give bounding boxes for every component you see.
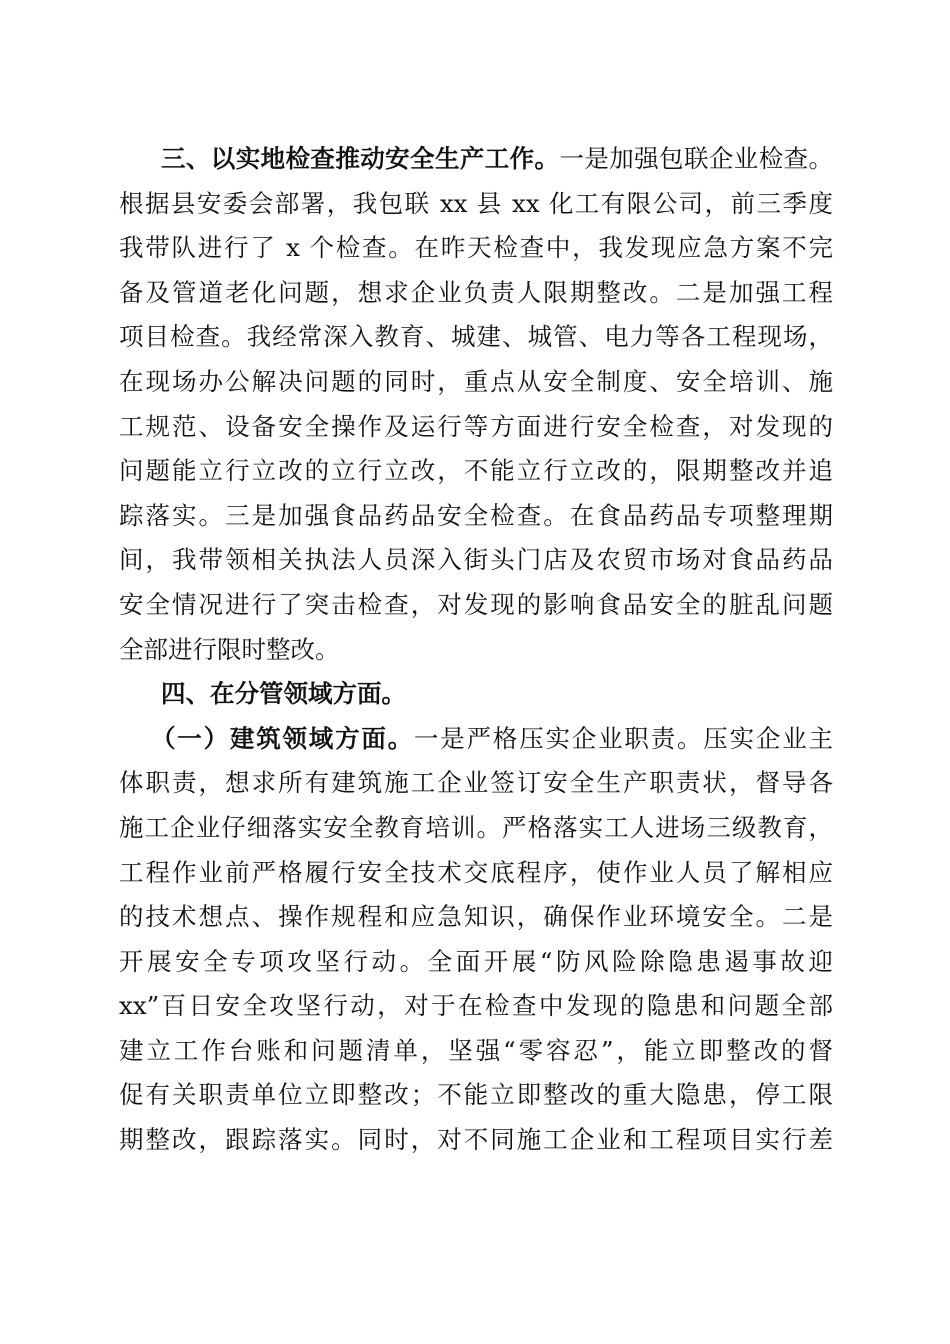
paragraph-line: 备及管道老化问题，想求企业负责人限期整改。二是加强工程 bbox=[119, 277, 833, 307]
paragraph-line: 安全情况进行了突击检查，对发现的影响食品安全的脏乱问题 bbox=[119, 589, 833, 619]
paragraph-line: 期整改，跟踪落实。同时，对不同施工企业和工程项目实行差 bbox=[119, 1125, 833, 1155]
subsection-heading: （一）建筑领域方面。 bbox=[151, 723, 414, 753]
section-heading: 四、在分管领域方面。 bbox=[161, 679, 406, 709]
paragraph-line: xx”百日安全攻坚行动，对于在检查中发现的隐患和问题全部 bbox=[119, 991, 833, 1021]
paragraph-line: 问题能立行立改的立行立改，不能立行立改的，限期整改并追 bbox=[119, 456, 833, 486]
paragraph-line: 工程作业前严格履行安全技术交底程序，使作业人员了解相应 bbox=[119, 857, 833, 887]
paragraph-line: 踪落实。三是加强食品药品安全检查。在食品药品专项整理期 bbox=[119, 500, 833, 530]
paragraph-line: 促有关职责单位立即整改；不能立即整改的重大隐患，停工限 bbox=[119, 1080, 833, 1110]
paragraph-line: 体职责，想求所有建筑施工企业签订安全生产职责状，督导各 bbox=[119, 768, 833, 798]
paragraph-line bbox=[119, 137, 833, 182]
paragraph-text: 一是严格压实企业职责。压实企业主 bbox=[414, 723, 833, 753]
paragraph-line: 开展安全专项攻坚行动。全面开展“防风险除隐患遏事故迎 bbox=[119, 946, 833, 976]
paragraph-line bbox=[119, 717, 833, 762]
paragraph-line: 在现场办公解决问题的同时，重点从安全制度、安全培训、施 bbox=[119, 366, 833, 396]
paragraph-line: 项目检查。我经常深入教育、城建、城管、电力等各工程现场， bbox=[119, 322, 833, 352]
paragraph-line: 我带队进行了 x 个检查。在昨天检查中，我发现应急方案不完 bbox=[119, 233, 833, 263]
paragraph-line: 间，我带领相关执法人员深入街头门店及农贸市场对食品药品 bbox=[119, 545, 833, 575]
document-body bbox=[119, 137, 833, 1163]
paragraph-line: 工规范、设备安全操作及运行等方面进行安全检查，对发现的 bbox=[119, 411, 833, 441]
paragraph-line: 的技术想点、操作规程和应急知识，确保作业环境安全。二是 bbox=[119, 902, 833, 932]
paragraph-line: 根据县安委会部署，我包联 xx 县 xx 化工有限公司，前三季度 bbox=[119, 188, 833, 218]
section-heading: 三、以实地检查推动安全生产工作。 bbox=[161, 144, 560, 173]
paragraph-line: 施工企业仔细落实安全教育培训。严格落实工人进场三级教育， bbox=[119, 812, 833, 842]
paragraph-text: 一是加强包联企业检查。 bbox=[559, 144, 834, 173]
paragraph-line: 建立工作台账和问题清单，坚强“零容忍”，能立即整改的督 bbox=[119, 1035, 833, 1065]
paragraph-line: 全部进行限时整改。 bbox=[119, 634, 340, 664]
